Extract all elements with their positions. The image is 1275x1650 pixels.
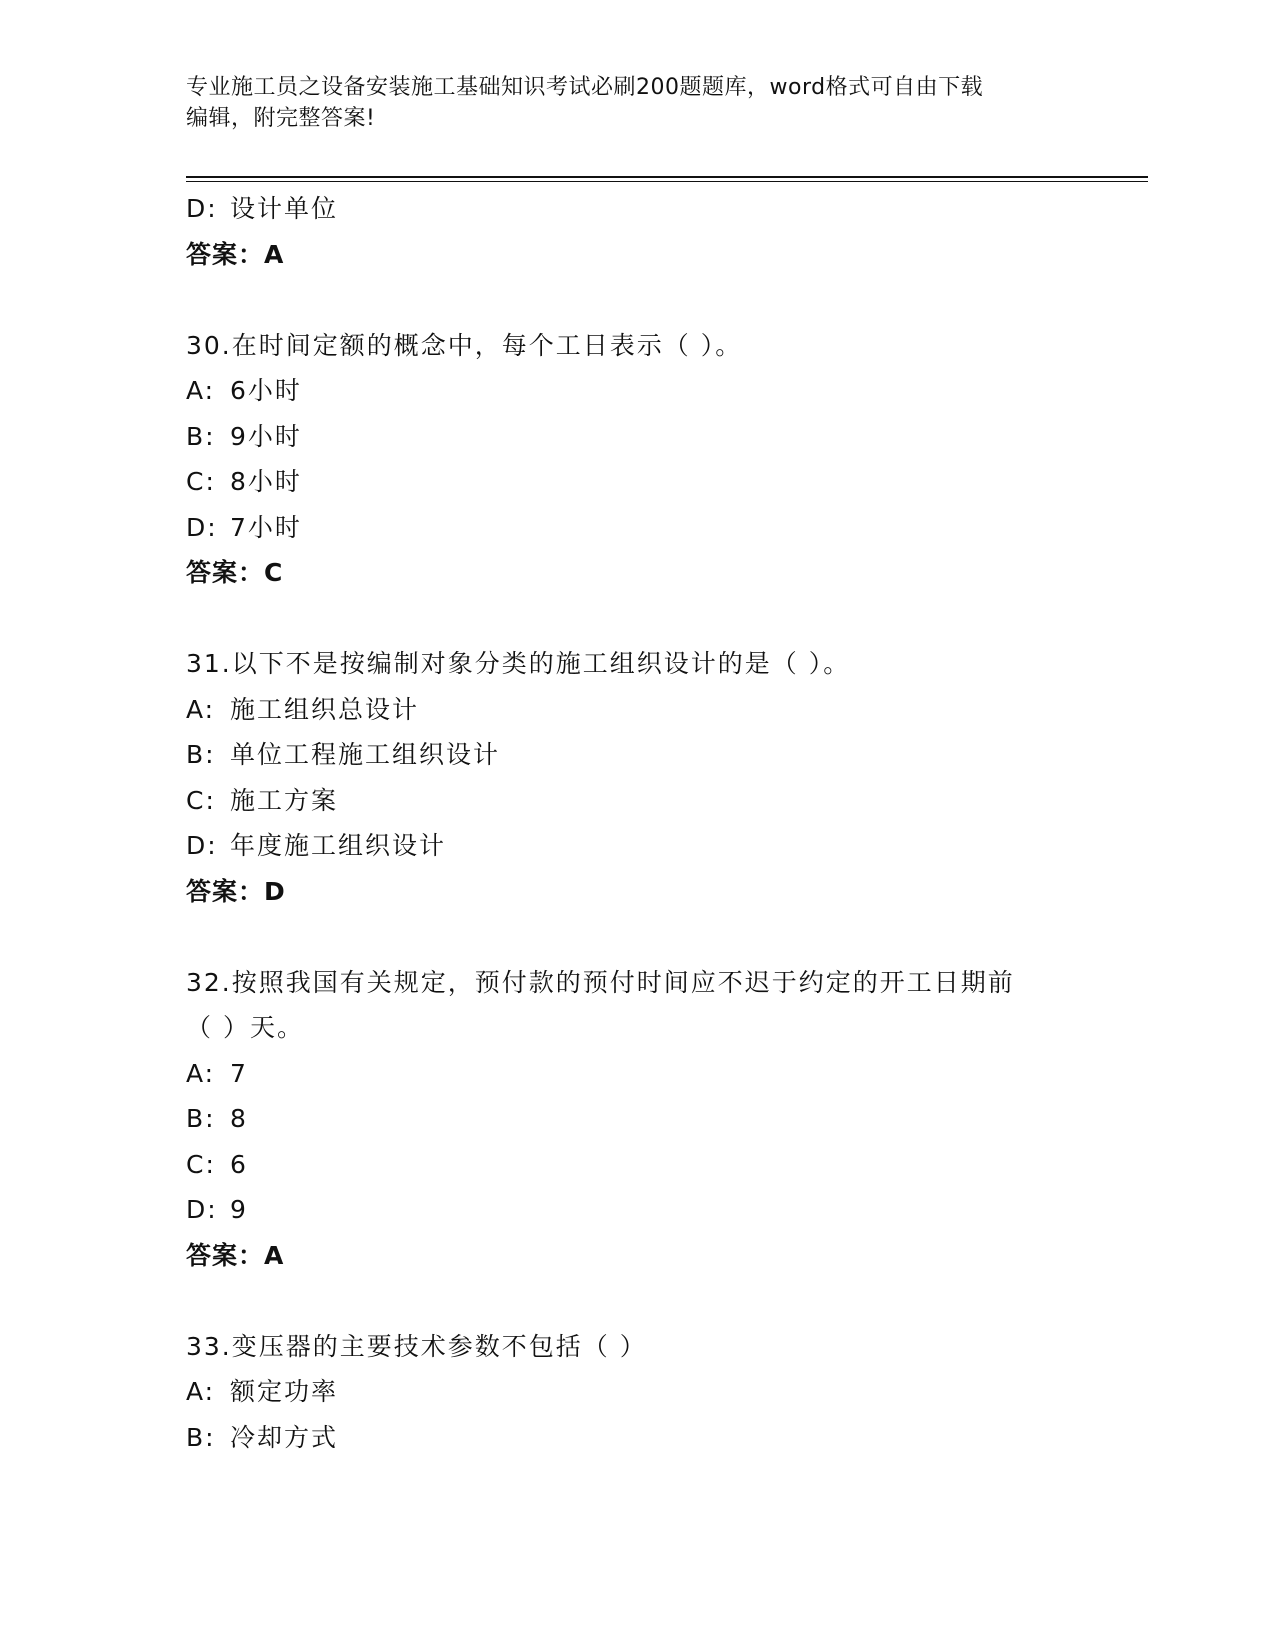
question-32-option-d [186,1187,1086,1233]
option-text: 额定功率 [230,1377,339,1406]
question-31-title: 31.以下不是按编制对象分类的施工组织设计的是（ ）。 [186,649,851,678]
option-key: B: [186,1422,216,1452]
option-key: D: [186,512,218,542]
option-text: 设计单位 [230,194,339,223]
question-30-answer: 答案：C [186,558,284,587]
option-key: D: [186,831,218,860]
document-header [186,72,1066,134]
question-31-option-d [186,823,1086,869]
option-text: 7小时 [230,512,302,542]
question-33-title: 33.变压器的主要技术参数不包括（ ） [186,1331,647,1361]
option-key: B: [186,1104,216,1133]
question-31-option-b [186,732,1086,778]
option-text: 施工组织总设计 [230,694,420,724]
option-key: D: [186,1195,218,1224]
option-key: B: [186,740,216,769]
header-title-line-1: 专业施工员之设备安装施工基础知识考试必刷200题题库，word格式可自由下载 [186,75,984,100]
option-text: 单位工程施工组织设计 [230,740,501,769]
option-key: C: [186,1149,216,1179]
option-text: 冷却方式 [230,1422,339,1452]
option-text: 9小时 [230,421,302,451]
question-30-option-d [186,505,1086,551]
question-32-title-line-2: （ ）天。 [186,1013,304,1042]
option-text: 9 [230,1195,248,1224]
header-divider-thin [186,181,1148,182]
question-33-option-b [186,1415,1086,1461]
question-list [186,186,1086,1460]
carryover-option-d [186,186,1086,232]
spacer [186,914,1086,960]
option-text: 6小时 [230,376,302,405]
option-key: C: [186,467,216,496]
option-text: 7 [230,1058,248,1088]
option-key: A: [186,694,216,724]
option-key: B: [186,421,216,451]
option-key: C: [186,785,216,815]
option-key: A: [186,376,216,405]
option-key: A: [186,1377,216,1406]
question-30-option-c [186,459,1086,505]
option-key: A: [186,1058,216,1088]
question-30-title: 30.在时间定额的概念中，每个工日表示（ ）。 [186,330,743,360]
spacer [186,277,1086,323]
question-31-answer: 答案：D [186,876,286,906]
option-text: 6 [230,1149,248,1179]
spacer [186,1278,1086,1324]
option-text: 年度施工组织设计 [230,831,447,860]
option-text: 8 [230,1104,248,1133]
question-32-answer: 答案：A [186,1240,285,1270]
question-32-option-a [186,1051,1086,1097]
question-30-option-a [186,368,1086,414]
question-31-option-c [186,778,1086,824]
question-30-option-b [186,414,1086,460]
option-key: D: [186,194,218,223]
option-text: 8小时 [230,467,302,496]
spacer [186,596,1086,642]
question-32-title-line-1: 32.按照我国有关规定，预付款的预付时间应不迟于约定的开工日期前 [186,967,1015,997]
header-divider-thick [186,176,1148,178]
carryover-answer: 答案：A [186,239,285,269]
question-32-option-b [186,1096,1086,1142]
header-title-line-2: 编辑，附完整答案! [186,106,376,131]
option-text: 施工方案 [230,785,339,815]
question-33-option-a [186,1369,1086,1415]
question-32-option-c [186,1142,1086,1188]
question-31-option-a [186,687,1086,733]
